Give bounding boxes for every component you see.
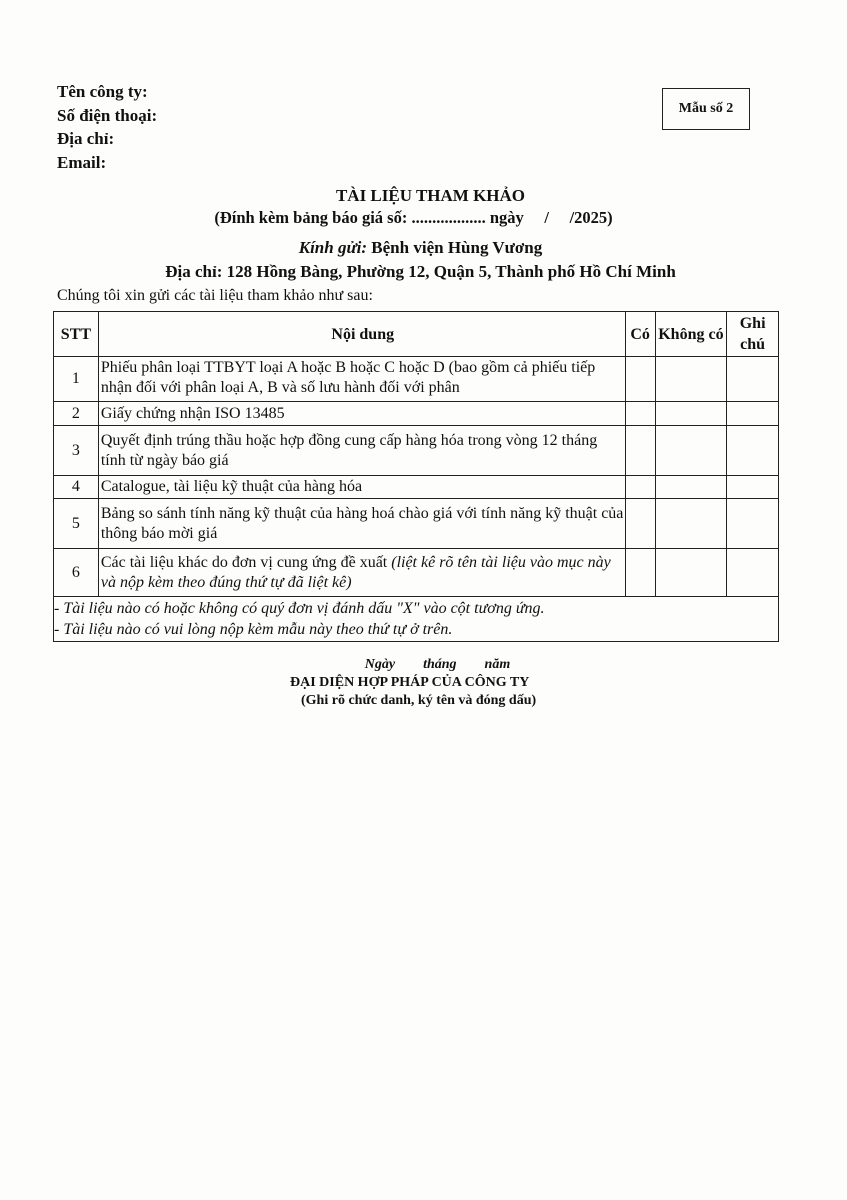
recipient-value: Bệnh viện Hùng Vương [371, 238, 543, 257]
header-stt: STT [54, 312, 99, 357]
recipient [0, 238, 844, 258]
signature-block [0, 656, 847, 710]
no-cell[interactable] [655, 476, 727, 499]
note-line: - Tài liệu nào có hoặc không có quý đơn vị đánh dấu "X" vào cột tương ứng. [54, 600, 545, 617]
row-content-text: Các tài liệu khác do đơn vị cung ứng đề xuất [100, 553, 388, 571]
header-note: Ghi chú [727, 312, 779, 357]
yes-cell[interactable] [625, 426, 655, 476]
intro-text: Chúng tôi xin gửi các tài liệu tham khảo như sau: [57, 287, 373, 304]
yes-cell[interactable] [625, 549, 655, 597]
table-header-row [54, 312, 779, 357]
row-content: Quyết định trúng thầu hoặc hợp đồng cung cấp hàng hóa trong vòng 12 tháng tính từ ngày báo giá [98, 426, 625, 476]
signature-instruction: (Ghi rõ chức danh, ký tên và đóng dấu) [301, 693, 537, 708]
yes-cell[interactable] [625, 357, 655, 402]
table-row [54, 499, 779, 549]
row-content: Catalogue, tài liệu kỹ thuật của hàng hóa [98, 476, 625, 499]
row-stt: 2 [54, 402, 99, 426]
no-cell[interactable] [655, 402, 727, 426]
note-line: - Tài liệu nào có vui lòng nộp kèm mẫu này theo thứ tự ở trên. [54, 621, 453, 638]
form-number-box [662, 88, 750, 130]
table-notes-row [54, 597, 779, 642]
recipient-label: Kính gửi: [298, 238, 368, 257]
yes-cell[interactable] [625, 476, 655, 499]
recipient-address: Địa chỉ: 128 Hồng Bàng, Phường 12, Quận 5, Thành phố Hồ Chí Minh [165, 262, 676, 281]
document-title: TÀI LIỆU THAM KHẢO [335, 186, 526, 205]
table-row [54, 476, 779, 499]
note-cell[interactable] [727, 499, 779, 549]
no-cell[interactable] [655, 549, 727, 597]
row-content-italic: (liệt kê rõ tên tài liệu vào mục này và nộp kèm theo đúng thứ tự đã liệt kê) [100, 553, 611, 591]
row-content-text: Phiếu phân loại TTBYT loại A hoặc B hoặc C hoặc D (bao gồm cả phiếu tiếp nhận đối với phân loại A, B và số lưu hành đối với phân [100, 359, 596, 396]
no-cell[interactable] [655, 357, 727, 402]
row-stt: 5 [54, 499, 99, 549]
row-stt: 1 [54, 357, 99, 402]
note-cell[interactable] [727, 357, 779, 402]
header-no: Không có [655, 312, 727, 357]
row-content [98, 549, 625, 597]
company-info [57, 80, 157, 174]
attachment-reference: (Đính kèm bảng báo giá số: .................. ngày / /2025) [214, 208, 613, 227]
representative-title: ĐẠI DIỆN HỢP PHÁP CỦA CÔNG TY [290, 675, 530, 690]
header-content: Nội dung [98, 312, 625, 357]
company-email-label: Email: [57, 152, 107, 172]
company-address-label: Địa chỉ: [57, 129, 115, 148]
note-cell[interactable] [727, 426, 779, 476]
row-content: Giấy chứng nhận ISO 13485 [98, 402, 625, 426]
form-number: Mẫu số 2 [678, 101, 734, 116]
company-phone-label: Số điện thoại: [57, 105, 158, 125]
yes-cell[interactable] [625, 402, 655, 426]
table-row [54, 549, 779, 597]
signature-date [0, 656, 847, 674]
no-cell[interactable] [655, 426, 727, 476]
date-month-label: tháng [423, 657, 457, 672]
table-row [54, 402, 779, 426]
documents-table [53, 311, 779, 642]
table-row [54, 426, 779, 476]
row-content: Bảng so sánh tính năng kỹ thuật của hàng hoá chào giá với tính năng kỹ thuật của thông báo mời giá [98, 499, 625, 549]
row-stt: 4 [54, 476, 99, 499]
note-cell[interactable] [727, 402, 779, 426]
note-cell[interactable] [727, 549, 779, 597]
table-notes [54, 597, 779, 642]
date-day-label: Ngày [364, 657, 396, 672]
row-stt: 3 [54, 426, 99, 476]
no-cell[interactable] [655, 499, 727, 549]
row-stt: 6 [54, 549, 99, 597]
date-year-label: năm [484, 657, 511, 672]
note-cell[interactable] [727, 476, 779, 499]
table-row [54, 357, 779, 402]
header-yes: Có [625, 312, 655, 357]
row-content [98, 357, 625, 402]
yes-cell[interactable] [625, 499, 655, 549]
company-name-label: Tên công ty: [57, 82, 148, 101]
